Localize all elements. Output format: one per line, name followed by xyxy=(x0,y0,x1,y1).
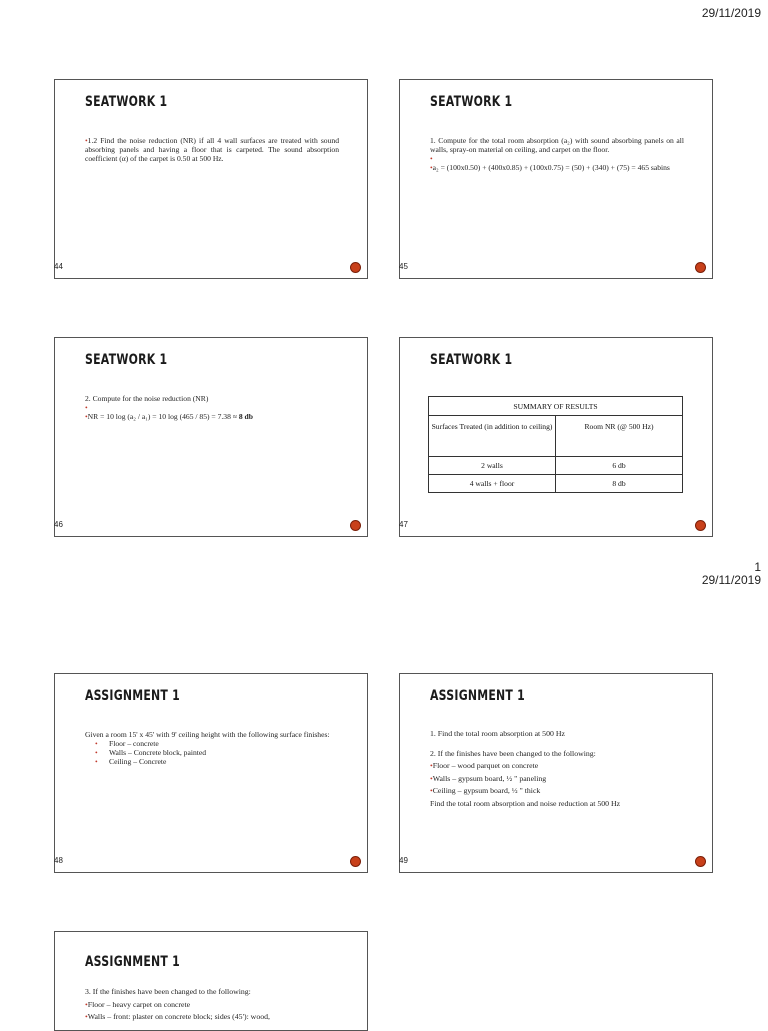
slide-48 xyxy=(54,673,368,873)
slide-title: ASSIGNMENT 1 xyxy=(85,954,180,970)
table-cell: 4 walls + floor xyxy=(429,475,556,493)
summary-table xyxy=(428,396,683,493)
slide-47 xyxy=(399,337,713,537)
slide-title: SEATWORK 1 xyxy=(430,352,513,368)
slide-body xyxy=(85,730,339,766)
table-header: Room NR (@ 500 Hz) xyxy=(556,416,683,457)
slide-text-bold: 8 db xyxy=(238,412,254,421)
bullet-icon: • xyxy=(85,136,88,145)
slide-title: ASSIGNMENT 1 xyxy=(430,688,525,704)
slide-title: SEATWORK 1 xyxy=(85,352,168,368)
table-cell: 6 db xyxy=(556,457,683,475)
list-item: Ceiling – Concrete xyxy=(109,757,167,766)
slide-logo-icon xyxy=(350,856,361,867)
slide-number: 49 xyxy=(399,856,408,865)
slide-number: 45 xyxy=(399,262,408,271)
table-row xyxy=(429,457,683,475)
bullet-icon: • xyxy=(85,412,88,421)
bullet-icon: • xyxy=(95,748,98,757)
slide-number: 48 xyxy=(54,856,63,865)
slide-body xyxy=(85,136,339,163)
slide-number: 47 xyxy=(399,520,408,529)
slide-text: 2. If the finishes have been changed to the following: xyxy=(430,748,596,758)
slide-text: 2. Compute for the noise reduction (NR) xyxy=(85,394,209,403)
slide-body xyxy=(85,986,339,1024)
table-cell: 2 walls xyxy=(429,457,556,475)
list-item: Walls – gypsum board, ½ " paneling xyxy=(432,773,547,783)
slide-number: 44 xyxy=(54,262,63,271)
slide-text: Given a room 15' x 45' with 9' ceiling height with the following surface finishes: xyxy=(85,730,330,739)
bullet-icon: • xyxy=(430,786,433,795)
slide-45 xyxy=(399,79,713,279)
slide-text: a₂ = (100x0.50) + (400x0.85) + (100x0.75) = (50) + (340) + (75) = 465 sabins xyxy=(432,163,670,172)
bullet-icon: • xyxy=(85,403,88,412)
bullet-icon: • xyxy=(95,757,98,766)
slide-title: SEATWORK 1 xyxy=(85,94,168,110)
slide-title: SEATWORK 1 xyxy=(430,94,513,110)
table-header: Surfaces Treated (in addition to ceiling) xyxy=(429,416,556,457)
list-item: Floor – wood parquet on concrete xyxy=(432,761,539,770)
table-row xyxy=(429,475,683,493)
slide-number: 46 xyxy=(54,520,63,529)
slide-logo-icon xyxy=(695,856,706,867)
bullet-icon: • xyxy=(430,154,433,163)
list-item: Floor – heavy carpet on concrete xyxy=(87,999,191,1009)
slide-text: NR = 10 log (a₂ / a₁) = 10 log (465 / 85) = 7.38 ≈ xyxy=(87,412,239,421)
list-item: Walls – Concrete block, painted xyxy=(109,748,207,757)
slide-title: ASSIGNMENT 1 xyxy=(85,688,180,704)
bullet-icon: • xyxy=(430,761,433,770)
slide-50 xyxy=(54,931,368,1031)
list-item: Floor – concrete xyxy=(109,739,159,748)
bullet-icon: • xyxy=(430,163,433,172)
slide-44 xyxy=(54,79,368,279)
page-number: 1 xyxy=(754,560,761,574)
slide-logo-icon xyxy=(695,262,706,273)
bullet-icon: • xyxy=(95,739,98,748)
list-item: Walls – front: plaster on concrete block; sides (45'): wood, xyxy=(87,1012,270,1021)
page-date-second: 29/11/2019 xyxy=(701,573,761,587)
bullet-icon: • xyxy=(85,1012,88,1021)
slide-logo-icon xyxy=(350,262,361,273)
page-date-top: 29/11/2019 xyxy=(701,6,761,20)
slide-text: 1. Compute for the total room absorption (a₂) with sound absorbing panels on all walls, spray-on material on ceiling, and carpet on the floor. xyxy=(430,136,684,154)
table-title: SUMMARY OF RESULTS xyxy=(429,397,683,416)
slide-text: 1. Find the total room absorption at 500 Hz xyxy=(430,729,565,738)
table-cell: 8 db xyxy=(556,475,683,493)
slide-text: Find the total room absorption and noise reduction at 500 Hz xyxy=(430,798,621,808)
slide-46 xyxy=(54,337,368,537)
slide-body xyxy=(430,136,684,172)
list-item: Ceiling – gypsum board, ½ " thick xyxy=(432,786,541,795)
bullet-icon: • xyxy=(430,773,433,783)
bullet-icon: • xyxy=(85,999,88,1009)
slide-logo-icon xyxy=(695,520,706,531)
slide-text: 3. If the finishes have been changed to the following: xyxy=(85,987,251,996)
slide-body xyxy=(430,728,684,810)
slide-49 xyxy=(399,673,713,873)
slide-text: 1.2 Find the noise reduction (NR) if all 4 wall surfaces are treated with sound absorbing panels and having a floor that is carpeted. The sound absorption coefficient (α) of the carpet is 0.50 at 500 Hz. xyxy=(85,136,339,163)
slide-body xyxy=(85,394,339,421)
slide-logo-icon xyxy=(350,520,361,531)
